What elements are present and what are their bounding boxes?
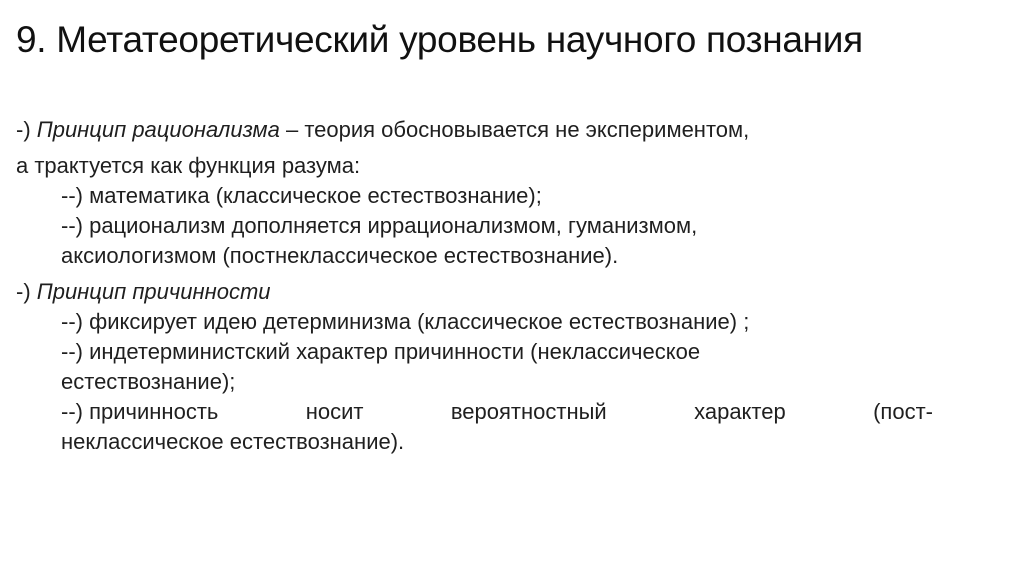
word: (пост- [873, 399, 933, 424]
principle-rationalism [16, 115, 946, 145]
principle-description: – теория обосновывается не экспериментом, [279, 117, 750, 142]
principle-term: Принцип рационализма [36, 117, 280, 142]
list-item: --) рационализм дополняется иррационализмом, гуманизмом, [61, 213, 698, 238]
list-item: --) индетерминистский характер причинности (неклассическое [61, 339, 701, 364]
list-item-continuation: неклассическое естествознание). [61, 429, 405, 454]
list-item-continuation: аксиологизмом (постнеклассическое естествознание). [61, 243, 619, 268]
slide-title: 9. Метатеоретический уровень научного познания [16, 19, 863, 60]
bullet-prefix: -) [16, 279, 37, 304]
bullet-prefix: -) [16, 117, 37, 142]
list-item-continuation: естествознание); [61, 369, 236, 394]
list-item: --) математика (классическое естествознание); [61, 183, 542, 208]
slide-body [16, 115, 946, 457]
principle-continuation: а трактуется как функция разума: [16, 153, 361, 178]
principle-causality [16, 277, 946, 307]
word: характер [694, 399, 786, 424]
word: носит [305, 399, 364, 424]
justified-line [61, 397, 933, 427]
list-item-justified [16, 397, 946, 427]
principle-term: Принцип причинности [36, 279, 271, 304]
list-item: --) фиксирует идею детерминизма (классическое естествознание) ; [61, 309, 750, 334]
word: вероятностный [450, 399, 607, 424]
word: --) причинность [61, 399, 219, 424]
